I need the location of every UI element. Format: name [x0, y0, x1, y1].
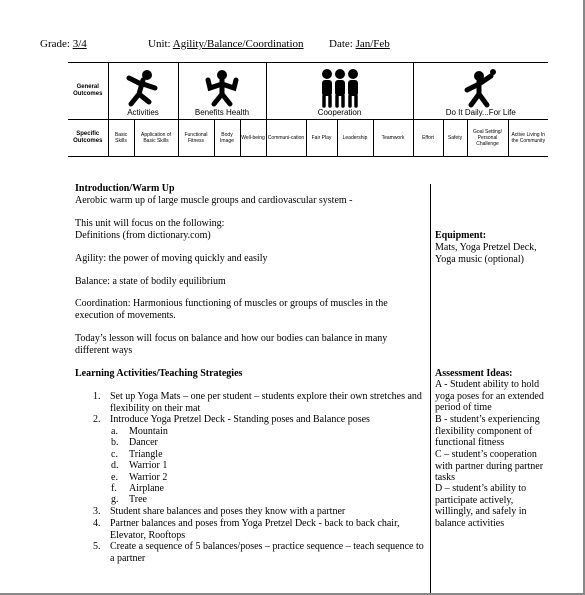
activity-number: 2. [93, 414, 101, 425]
balance-definition: Balance: a state of bodily equilibrium [75, 276, 226, 287]
specific-outcome: Fair Play [306, 120, 337, 157]
three-figures-cooperation-icon [315, 68, 365, 108]
activities-heading: Learning Activities/Teaching Strategies [75, 368, 243, 379]
category-activities [108, 63, 178, 120]
general-outcomes-row [68, 63, 548, 120]
specific-outcome: Active Living In the Community [508, 120, 548, 157]
pose-name: Airplane [129, 483, 164, 494]
activity-text: Student share balances and poses they know with a partner [110, 506, 346, 517]
focus-text-2: Definitions (from dictionary.com) [75, 230, 211, 241]
activity-number: 5. [93, 541, 101, 552]
activity-number: 1. [93, 391, 101, 402]
specific-outcome: Application of Basic Skills [134, 120, 178, 157]
pose-name: Dancer [129, 437, 158, 448]
pose-name: Warrior 1 [129, 460, 168, 471]
warmup-text: Aerobic warm up of large muscle groups and cardiovascular system - [75, 195, 353, 206]
pose-name: Triangle [129, 449, 163, 460]
specific-outcome: Effort [413, 120, 443, 157]
stick-figure-benefits-health-icon [200, 68, 244, 108]
grade-field [40, 38, 87, 50]
specific-outcome: Basic Skills [108, 120, 134, 157]
activity-text: Set up Yoga Mats – one per student – students explore their own stretches and flexibility on their mat [110, 391, 422, 414]
column-divider [430, 184, 431, 594]
unit-label: Unit: [148, 38, 171, 50]
specific-outcome: Safety [443, 120, 467, 157]
category-label: Cooperation [317, 107, 362, 117]
agility-definition: Agility: the power of moving quickly and easily [75, 253, 268, 264]
pose-letter: c. [111, 449, 118, 460]
activity-number: 3. [93, 506, 101, 517]
assessment-heading: Assessment Ideas: [435, 368, 513, 379]
activity-text: Partner balances and poses from Yoga Pretzel Deck - back to back chair, Elevator, Rooftops [110, 518, 400, 541]
pose-name: Warrior 2 [129, 472, 168, 483]
specific-outcome: Functional Fitness [178, 120, 214, 157]
category-benefits-health [178, 63, 266, 120]
grade-value: 3/4 [72, 38, 87, 50]
general-outcomes-label: General Outcomes [68, 63, 108, 120]
date-field [329, 38, 390, 50]
pose-name: Mountain [129, 426, 168, 437]
specific-outcome: Communi-cation [266, 120, 306, 157]
pose-letter: f. [111, 483, 117, 494]
specific-outcome: Body Image [214, 120, 240, 157]
equipment-heading: Equipment: [435, 230, 487, 241]
specific-outcome: Teamwork [373, 120, 413, 157]
specific-outcome: Goal Setting/ Personal Challenge [467, 120, 508, 157]
category-cooperation [266, 63, 413, 120]
specific-outcomes-label: Specific Outcomes [68, 120, 108, 157]
date-value: Jan/Feb [355, 38, 390, 50]
specific-outcome: Well-being [240, 120, 266, 157]
assessment-item: D – student’s ability to participate actively, willingly, and safely in balance activities [435, 483, 527, 529]
category-label: Benefits Health [194, 107, 250, 117]
specific-outcome: Leadership [337, 120, 373, 157]
assessment-item: C – student’s cooperation with partner during partner tasks [435, 449, 544, 483]
grade-label: Grade: [40, 38, 70, 50]
pose-letter: b. [111, 437, 119, 448]
outcomes-table [68, 62, 548, 157]
unit-value: Agility/Balance/Coordination [172, 38, 304, 50]
stick-figure-activities-icon [121, 68, 165, 108]
category-label: Activities [127, 107, 159, 117]
activity-text: Create a sequence of 5 balances/poses – practice sequence – teach sequence to a partner [110, 541, 424, 564]
equipment-text: Mats, Yoga Pretzel Deck, Yoga music (optional) [435, 242, 537, 265]
category-label: Do It Daily...For Life [445, 107, 516, 117]
coordination-definition: Coordination: Harmonious functioning of muscles or groups of muscles in the execution of movements. [75, 298, 388, 321]
assessment-item: A - Student ability to hold yoga poses for an extended period of time [435, 379, 544, 413]
pose-letter: d. [111, 460, 119, 471]
pose-letter: e. [111, 472, 118, 483]
specific-outcomes-row [68, 120, 548, 157]
intro-heading: Introduction/Warm Up [75, 183, 175, 194]
pose-name: Tree [129, 494, 147, 505]
focus-text-1: This unit will focus on the following: [75, 218, 225, 229]
todays-lesson-text: Today’s lesson will focus on balance and how our bodies can balance in many different ways [75, 333, 388, 356]
activity-text: Introduce Yoga Pretzel Deck - Standing poses and Balance poses [110, 414, 370, 425]
date-label: Date: [329, 38, 353, 50]
pose-letter: g. [111, 494, 119, 505]
assessment-item: B - student’s experiencing flexibility component of functional fitness [435, 414, 540, 448]
category-do-it-daily [413, 63, 548, 120]
activity-number: 4. [93, 518, 101, 529]
pose-letter: a. [111, 426, 118, 437]
stick-figure-daily-icon [459, 68, 503, 108]
unit-field [148, 38, 304, 50]
